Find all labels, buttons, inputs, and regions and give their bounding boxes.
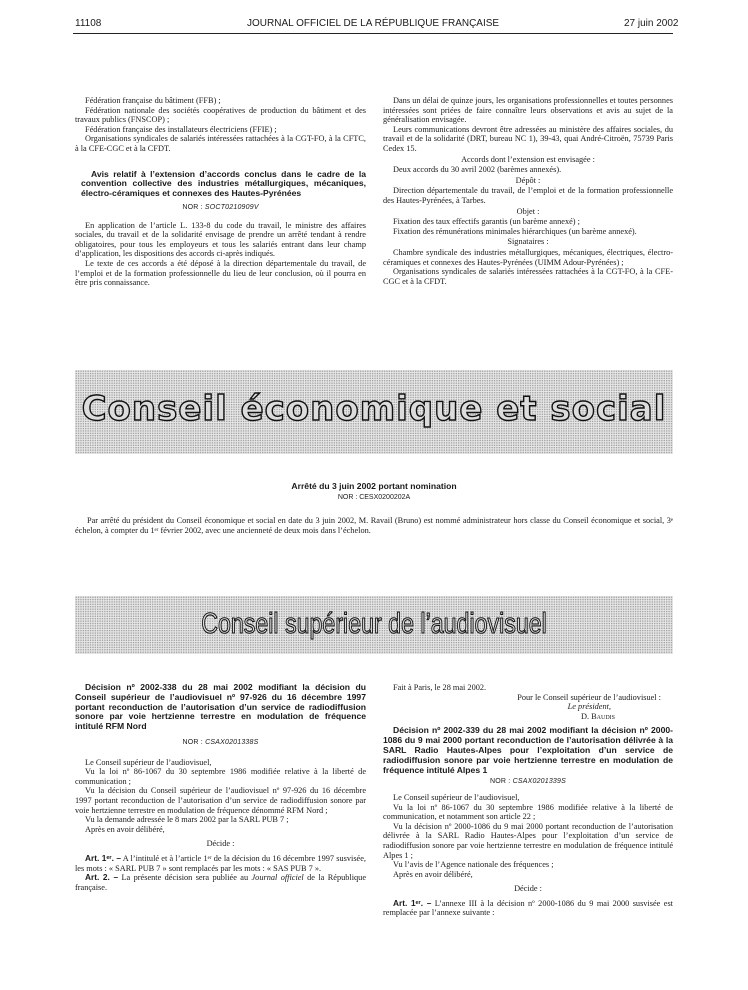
delay-paragraph: Dans un délai de quinze jours, les organisations professionnelles et toutes personnes intéressées sont priées de faire connaître leurs observations et avis au sujet de la généralisation envisagée. bbox=[383, 96, 673, 125]
section-banner-title: Conseil supérieur de l’audiovisuel bbox=[201, 608, 547, 640]
accords-text: Deux accords du 30 avril 2002 (barèmes annexés). bbox=[393, 165, 562, 175]
signatory-ffie: Fédération française des installateurs électriciens (FFIE) ; bbox=[85, 124, 277, 134]
article-1 bbox=[383, 899, 673, 918]
signataire-item: Chambre syndicale des industries métallurgiques, mécaniques, électriques, électro-céramiques et connexes des Hautes-Pyrénées (UIMM Adour-Pyrénées) ; bbox=[383, 247, 673, 267]
section-banner-conseil-economique bbox=[75, 370, 673, 454]
signature-role: Le président, bbox=[567, 702, 611, 712]
article-text: A l’intitulé et à l’article 1ᵉʳ de la décision du 16 décembre 1997 susvisée, les mots : « SARL PUB 7 » sont remplacés par les mots : « SAS PUB 7 ». bbox=[75, 853, 366, 873]
decision-visa: Vu la décision du Conseil supérieur de l’audiovisuel nº 97-926 du 16 décembre 1997 portant reconduction de l’autorisation d’un service de radiodiffusion sonore par voie hertzienne terrestre en modulation de fréquence dénommé RFM Nord ; bbox=[75, 786, 366, 815]
issue-date: 27 juin 2002 bbox=[624, 18, 679, 29]
signatory-ffb: Fédération française du bâtiment (FFB) ; bbox=[85, 96, 221, 105]
address-paragraph: Leurs communications devront être adressées au ministère des affaires sociales, du travail et de la solidarité (DRT, bureau NC 1), 39-43, quai André-Citroën, 75739 Paris Cedex 15. bbox=[383, 124, 673, 153]
bottom-right-column bbox=[383, 683, 673, 918]
signatory-fnscop: Fédération nationale des sociétés coopératives de production du bâtiment et des travaux publics (FNSCOP) ; bbox=[75, 105, 366, 125]
article-text: La présente décision sera publiée au bbox=[121, 873, 252, 883]
decision-visa: Vu l’avis de l’Agence nationale des fréquences ; bbox=[393, 860, 554, 870]
decision-visa: Vu la demande adressée le 8 mars 2002 par la SARL PUB 7 ; bbox=[85, 815, 289, 825]
signatory-unions: Organisations syndicales de salariés intéressées rattachées à la CGT-FO, à la CFTC, à la CFE-CGC et à la CFDT. bbox=[75, 134, 366, 153]
section-banner-csa bbox=[75, 596, 673, 654]
objet-item: Fixation des taux effectifs garantis (un barème annexé) ; bbox=[393, 217, 580, 227]
objet-heading: Objet : bbox=[516, 206, 540, 216]
decision-nor bbox=[75, 738, 366, 748]
arrete-title: Arrêté du 3 juin 2002 portant nomination bbox=[291, 481, 457, 491]
decision-visa: Vu la loi nº 86-1067 du 30 septembre 1986 modifiée relative à la liberté de communication, et notamment son article 22 ; bbox=[383, 802, 673, 822]
decide-heading: Décide : bbox=[206, 839, 235, 849]
signataire-item: Organisations syndicales de salariés intéressées rattachées à la CGT-FO, à la CFE-CGC et à la CFDT. bbox=[383, 267, 673, 286]
section-banner-title: Conseil économique et social bbox=[81, 389, 667, 429]
article-text: de la République française. bbox=[75, 873, 366, 892]
article-label: Art. 1ᵉʳ. – bbox=[393, 897, 432, 908]
bottom-left-column bbox=[75, 683, 366, 892]
article-label: Art. 1ᵉʳ. – bbox=[85, 852, 121, 863]
decision-visa: Le Conseil supérieur de l’audiovisuel, bbox=[85, 757, 212, 767]
avis-nor bbox=[75, 203, 366, 213]
avis-title: Avis relatif à l’extension d’accords conclus dans le cadre de la convention collective des industries métallurgiques, mécaniques, électro-céramiques et connexes des Hautes-Pyrénées bbox=[81, 168, 366, 199]
page-number: 11108 bbox=[75, 18, 102, 29]
nor-code: SOCT0210909V bbox=[204, 203, 259, 211]
avis-body-paragraph: Le texte de ces accords a été déposé à la direction départementale du travail, de l’emploi et de la formation professionnelle du lieu de leur conclusion, où il pourra en être pris connaissance. bbox=[75, 258, 366, 288]
objet-item: Fixation des rémunérations minimales hiérarchiques (un barème annexé). bbox=[393, 226, 637, 236]
article-text: L’annexe III à la décision nº 2000-1086 du 9 mai 2000 susvisée est remplacée par l’annexe suivante : bbox=[383, 898, 673, 918]
decision-title: Décision nº 2002-339 du 28 mai 2002 modifiant la décision nº 2000-1086 du 9 mai 2000 portant reconduction de l’autorisation délivrée à la SARL Radio Hautes-Alpes pour l’exploitation d’un service de radiodiffusion sonore par voie hertzienne terrestre en modulation de fréquence intitulé Alpes 1 bbox=[383, 725, 673, 775]
depot-heading: Dépôt : bbox=[515, 175, 541, 185]
decision-visa: Vu la loi nº 86-1067 du 30 septembre 1986 modifiée relative à la liberté de communication ; bbox=[75, 767, 366, 786]
nor-code: CSAX0201338S bbox=[205, 738, 259, 746]
journal-title: JOURNAL OFFICIEL DE LA RÉPUBLIQUE FRANÇAISE bbox=[247, 18, 500, 29]
article-label: Art. 2. – bbox=[85, 872, 119, 883]
nor-label: NOR : bbox=[490, 778, 511, 786]
decision-visa: Après en avoir délibéré, bbox=[85, 824, 165, 834]
journal-officiel-ref: Journal officiel bbox=[251, 873, 304, 883]
signature-name: D. Baudis bbox=[580, 711, 615, 721]
nor-code: CSAX0201339S bbox=[512, 778, 566, 786]
fait-line: Fait à Paris, le 28 mai 2002. bbox=[393, 683, 487, 692]
article-1 bbox=[75, 854, 366, 873]
top-left-column bbox=[75, 96, 366, 288]
signataires-heading: Signataires : bbox=[507, 237, 549, 247]
decision-title: Décision nº 2002-338 du 28 mai 2002 modifiant la décision du Conseil supérieur de l’audiovisuel nº 97-926 du 16 décembre 1997 portant reconduction de l’autorisation d’un service de radiodiffusion sonore par voie hertzienne terrestre en modulation de fréquence intitulé RFM Nord bbox=[75, 682, 366, 732]
header-rule bbox=[73, 33, 673, 34]
decision-visa: Après en avoir délibéré, bbox=[393, 869, 473, 879]
nor-label: NOR : bbox=[182, 203, 203, 211]
decision-visa: Le Conseil supérieur de l’audiovisuel, bbox=[393, 792, 520, 802]
decision-visa: Vu la décision nº 2000-1086 du 9 mai 2000 portant reconduction de l’autorisation délivrée à la SARL Radio Hautes-Alpes pour l’exploitation d’un service de radiodiffusion sonore par voie hertzienne terrestre en modulation de fréquence intitulé Alpes 1 ; bbox=[383, 821, 673, 860]
nor-label: NOR : bbox=[182, 738, 203, 746]
top-right-column bbox=[383, 96, 673, 286]
arrete-nor: NOR : CESX0200202A bbox=[337, 494, 411, 501]
depot-text: Direction départementale du travail, de l’emploi et de la formation professionnelle des Hautes-Pyrénées, à Tarbes. bbox=[383, 186, 673, 205]
pour-line: Pour le Conseil supérieur de l’audiovisuel : bbox=[517, 692, 661, 702]
avis-body-paragraph: En application de l’article L. 133-8 du code du travail, le ministre des affaires sociales, du travail et de la solidarité envisage de prendre un arrêté tendant à rendre obligatoires, pour tous les employeurs et tous les salariés entrant dans leur champ d’application, les dispositions des accords ci-après indiqués. bbox=[75, 220, 366, 259]
accords-heading: Accords dont l’extension est envisagée : bbox=[461, 154, 595, 164]
article-2 bbox=[75, 873, 366, 892]
decide-heading: Décide : bbox=[514, 884, 542, 894]
arrete-body: Par arrêté du président du Conseil économique et social en date du 3 juin 2002, M. Ravail (Bruno) est nommé administrateur hors classe du Conseil économique et social, 3ᵉ échelon, à compter du 1ᵉʳ février 2002, avec une ancienneté de deux mois dans l’échelon. bbox=[75, 516, 673, 535]
decision-nor bbox=[383, 777, 673, 787]
